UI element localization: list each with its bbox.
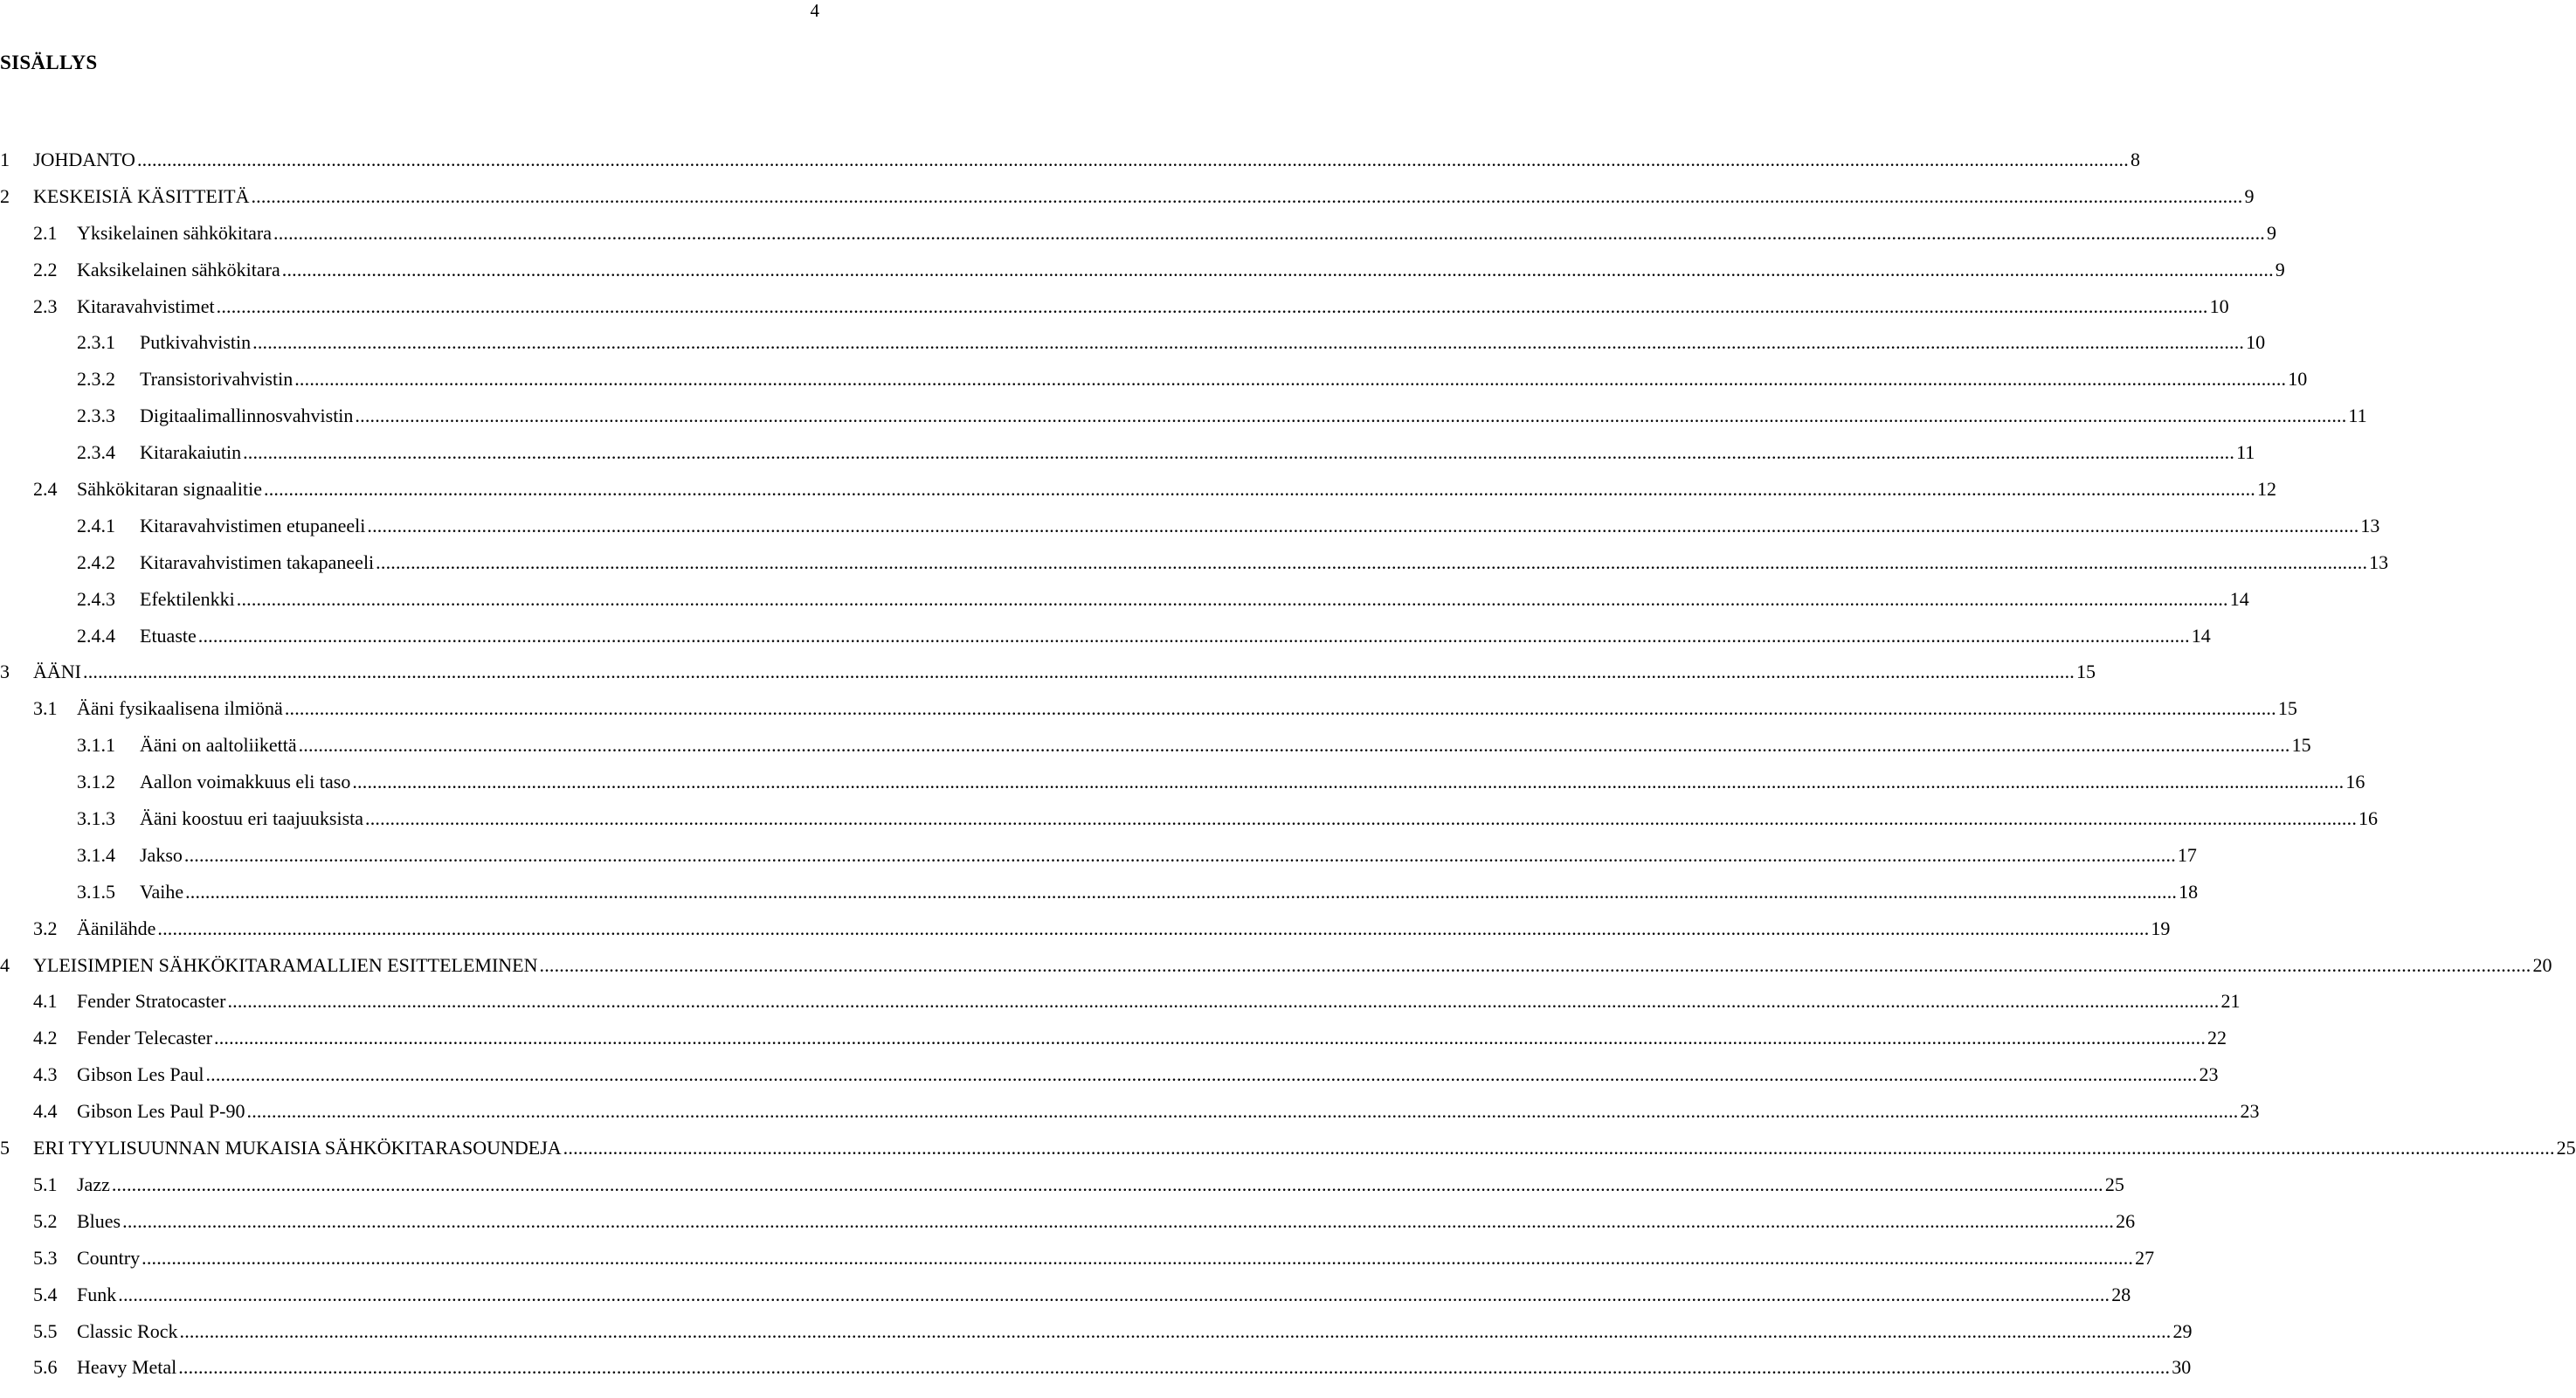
toc-entry-label: Heavy Metal — [77, 1356, 177, 1379]
toc-entry-label: Transistorivahvistin — [140, 368, 294, 391]
toc-entry-number: 5 — [0, 1137, 10, 1159]
dot-leader: ................................................................................................................................................................................................................................................................................................................................................................................................................ — [118, 1283, 2110, 1305]
toc-entry-page: 10 — [2246, 331, 2266, 354]
dot-leader: ................................................................................................................................................................................................................................................................................................................................................................................................................ — [252, 331, 2245, 354]
toc-entry-page: 13 — [2360, 514, 2380, 536]
toc-entry[interactable] — [0, 217, 2276, 253]
dot-leader: ................................................................................................................................................................................................................................................................................................................................................................................................................ — [179, 1319, 2172, 1342]
toc-entry-page: 28 — [2111, 1283, 2131, 1305]
toc-entry[interactable] — [0, 1058, 2219, 1095]
toc-entry[interactable] — [0, 1021, 2227, 1058]
toc-entry[interactable] — [0, 473, 2276, 509]
toc-entry-label: Ääni koostuu eri taajuuksista — [140, 807, 364, 830]
dot-leader: ................................................................................................................................................................................................................................................................................................................................................................................................................ — [122, 1209, 2115, 1232]
toc-entry-number: 2.3.2 — [77, 368, 115, 391]
toc-entry-number: 2.4.3 — [77, 587, 115, 610]
toc-entry-label: Kitarakaiutin — [140, 441, 242, 464]
toc-entry-page: 8 — [2130, 149, 2140, 170]
toc-entry-label: ERI TYYLISUUNNAN MUKAISIA SÄHKÖKITARASOUNDEJA — [33, 1137, 562, 1159]
toc-entry-page: 9 — [2267, 221, 2276, 244]
toc-entry-number: 4 — [0, 953, 10, 976]
toc-title: SISÄLLYS — [0, 52, 98, 73]
toc-entry-page: 16 — [2358, 807, 2379, 830]
toc-entry-page: 14 — [2191, 624, 2211, 647]
toc-entry-label: Ääni fysikaalisena ilmiönä — [77, 697, 283, 720]
dot-leader: ................................................................................................................................................................................................................................................................................................................................................................................................................ — [294, 368, 2287, 391]
toc-entry-number: 3.1.3 — [77, 807, 115, 830]
toc-entry-page: 27 — [2135, 1246, 2155, 1269]
toc-entry-page: 26 — [2116, 1209, 2136, 1232]
toc-entry-number: 2.1 — [33, 221, 58, 244]
toc-entry-number: 4.1 — [33, 990, 58, 1013]
toc-entry-page: 13 — [2369, 550, 2389, 573]
toc-entry-number: 5.1 — [33, 1173, 58, 1195]
toc-entry-number: 2.4.2 — [77, 550, 115, 573]
toc-entry-page: 18 — [2179, 880, 2199, 903]
table-of-contents — [0, 143, 2576, 1388]
toc-entry-page: 23 — [2240, 1100, 2260, 1123]
toc-entry-page: 16 — [2345, 771, 2365, 793]
toc-entry-page: 22 — [2207, 1027, 2227, 1049]
dot-leader: ................................................................................................................................................................................................................................................................................................................................................................................................................ — [205, 1063, 2198, 1086]
toc-entry-label: Äänilähde — [77, 917, 156, 939]
toc-entry-label: Gibson Les Paul — [77, 1063, 204, 1086]
toc-entry[interactable] — [0, 1242, 2155, 1278]
toc-entry[interactable] — [0, 290, 2229, 327]
toc-entry-number: 3.1.2 — [77, 771, 115, 793]
toc-entry-page: 21 — [2220, 990, 2241, 1013]
toc-entry-label: Kitaravahvistimen etupaneeli — [140, 514, 366, 536]
toc-entry-number: 1 — [0, 149, 10, 170]
toc-entry-number: 3.1 — [33, 697, 58, 720]
toc-entry-number: 2 — [0, 184, 10, 207]
toc-entry[interactable] — [0, 912, 2171, 949]
toc-entry-label: KESKEISIÄ KÄSITTEITÄ — [33, 184, 250, 207]
toc-entry-number: 4.2 — [33, 1027, 58, 1049]
dot-leader: ................................................................................................................................................................................................................................................................................................................................................................................................................ — [352, 771, 2345, 793]
toc-entry-label: Country — [77, 1246, 141, 1269]
dot-leader: ................................................................................................................................................................................................................................................................................................................................................................................................................ — [539, 953, 2531, 976]
dot-leader: ................................................................................................................................................................................................................................................................................................................................................................................................................ — [563, 1137, 2555, 1159]
dot-leader: ................................................................................................................................................................................................................................................................................................................................................................................................................ — [197, 624, 2190, 647]
toc-entry[interactable] — [0, 1205, 2136, 1242]
toc-entry-number: 2.3.4 — [77, 441, 115, 464]
toc-entry-label: Kitaravahvistimen takapaneeli — [140, 550, 375, 573]
toc-entry-label: Vaihe — [140, 880, 184, 903]
dot-leader: ................................................................................................................................................................................................................................................................................................................................................................................................................ — [367, 514, 2359, 536]
toc-entry[interactable] — [0, 143, 2140, 180]
toc-entry[interactable] — [0, 729, 2311, 765]
toc-entry-number: 5.3 — [33, 1246, 58, 1269]
toc-entry[interactable] — [0, 839, 2197, 875]
page-number: 4 — [810, 0, 819, 21]
toc-entry[interactable] — [0, 1095, 2260, 1132]
toc-entry-label: Blues — [77, 1209, 121, 1232]
dot-leader: ................................................................................................................................................................................................................................................................................................................................................................................................................ — [236, 587, 2228, 610]
toc-entry[interactable] — [0, 765, 2365, 802]
dot-leader: ................................................................................................................................................................................................................................................................................................................................................................................................................ — [355, 405, 2347, 427]
toc-entry-page: 29 — [2172, 1319, 2193, 1342]
toc-entry-number: 3.1.4 — [77, 843, 115, 866]
toc-entry[interactable] — [0, 583, 2249, 619]
toc-entry-number: 3 — [0, 661, 10, 683]
toc-entry-label: Sähkökitaran signaalitie — [77, 478, 262, 501]
toc-entry-label: Aallon voimakkuus eli taso — [140, 771, 351, 793]
toc-entry-label: Yksikelainen sähkökitara — [77, 221, 272, 244]
toc-entry-page: 9 — [2244, 184, 2255, 207]
toc-entry-label: Funk — [77, 1283, 117, 1305]
toc-entry[interactable] — [0, 1132, 2576, 1168]
dot-leader: ................................................................................................................................................................................................................................................................................................................................................................................................................ — [246, 1100, 2239, 1123]
dot-leader: ................................................................................................................................................................................................................................................................................................................................................................................................................ — [111, 1173, 2103, 1195]
dot-leader: ................................................................................................................................................................................................................................................................................................................................................................................................................ — [264, 478, 2255, 501]
toc-entry-label: Putkivahvistin — [140, 331, 252, 354]
dot-leader: ................................................................................................................................................................................................................................................................................................................................................................................................................ — [298, 734, 2290, 757]
toc-entry-page: 20 — [2532, 953, 2552, 976]
toc-entry-number: 2.4.4 — [77, 624, 115, 647]
toc-entry-page: 15 — [2291, 734, 2311, 757]
toc-entry-page: 15 — [2277, 697, 2297, 720]
toc-entry[interactable] — [0, 180, 2255, 217]
toc-entry-page: 11 — [2348, 405, 2367, 427]
dot-leader: ................................................................................................................................................................................................................................................................................................................................................................................................................ — [376, 550, 2368, 573]
toc-entry-label: Ääni on aaltoliikettä — [140, 734, 297, 757]
toc-entry-number: 2.4.1 — [77, 514, 115, 536]
toc-entry-label: Gibson Les Paul P-90 — [77, 1100, 245, 1123]
toc-entry-label: JOHDANTO — [33, 149, 135, 170]
dot-leader: ................................................................................................................................................................................................................................................................................................................................................................................................................ — [227, 990, 2220, 1013]
toc-entry-page: 10 — [2209, 294, 2229, 317]
toc-entry-label: YLEISIMPIEN SÄHKÖKITARAMALLIEN ESITTELEMINEN — [33, 953, 538, 976]
toc-entry[interactable] — [0, 655, 2096, 692]
dot-leader: ................................................................................................................................................................................................................................................................................................................................................................................................................ — [83, 661, 2075, 683]
toc-entry[interactable] — [0, 1278, 2131, 1315]
toc-entry[interactable] — [0, 692, 2297, 729]
toc-entry[interactable] — [0, 1315, 2193, 1352]
toc-entry[interactable] — [0, 875, 2199, 912]
dot-leader: ................................................................................................................................................................................................................................................................................................................................................................................................................ — [365, 807, 2358, 830]
toc-entry[interactable] — [0, 399, 2367, 436]
toc-entry-label: Efektilenkki — [140, 587, 235, 610]
toc-entry[interactable] — [0, 985, 2241, 1021]
toc-entry-page: 11 — [2236, 441, 2255, 464]
toc-entry[interactable] — [0, 1351, 2192, 1388]
toc-entry-page: 9 — [2275, 258, 2285, 280]
toc-entry[interactable] — [0, 1168, 2124, 1205]
dot-leader: ................................................................................................................................................................................................................................................................................................................................................................................................................ — [281, 258, 2274, 280]
toc-entry-page: 14 — [2229, 587, 2249, 610]
toc-entry-number: 5.6 — [33, 1356, 58, 1379]
toc-entry[interactable] — [0, 802, 2379, 839]
toc-entry-page: 25 — [2104, 1173, 2124, 1195]
dot-leader: ................................................................................................................................................................................................................................................................................................................................................................................................................ — [273, 221, 2265, 244]
toc-entry-label: Fender Stratocaster — [77, 990, 226, 1013]
toc-entry-number: 2.3 — [33, 294, 58, 317]
toc-entry-number: 5.2 — [33, 1209, 58, 1232]
toc-entry-label: Fender Telecaster — [77, 1027, 213, 1049]
toc-entry-page: 19 — [2151, 917, 2171, 939]
dot-leader: ................................................................................................................................................................................................................................................................................................................................................................................................................ — [251, 184, 2243, 207]
toc-entry-number: 2.2 — [33, 258, 58, 280]
toc-entry-page: 17 — [2177, 843, 2197, 866]
toc-entry-label: Etuaste — [140, 624, 197, 647]
dot-leader: ................................................................................................................................................................................................................................................................................................................................................................................................................ — [243, 441, 2235, 464]
toc-entry[interactable] — [0, 326, 2266, 363]
toc-entry-page: 15 — [2076, 661, 2096, 683]
toc-entry-page: 30 — [2172, 1356, 2192, 1379]
dot-leader: ................................................................................................................................................................................................................................................................................................................................................................................................................ — [142, 1246, 2134, 1269]
toc-entry[interactable] — [0, 619, 2211, 656]
dot-leader: ................................................................................................................................................................................................................................................................................................................................................................................................................ — [157, 917, 2150, 939]
toc-entry-number: 3.1.5 — [77, 880, 115, 903]
toc-entry[interactable] — [0, 949, 2552, 986]
dot-leader: ................................................................................................................................................................................................................................................................................................................................................................................................................ — [183, 843, 2176, 866]
toc-entry-number: 4.4 — [33, 1100, 58, 1123]
dot-leader: ................................................................................................................................................................................................................................................................................................................................................................................................................ — [185, 880, 2178, 903]
toc-entry-label: Jakso — [140, 843, 183, 866]
toc-entry-page: 12 — [2257, 478, 2276, 501]
toc-entry[interactable] — [0, 253, 2285, 290]
toc-entry-number: 5.5 — [33, 1319, 58, 1342]
toc-entry[interactable] — [0, 436, 2255, 473]
toc-entry-number: 5.4 — [33, 1283, 58, 1305]
toc-entry[interactable] — [0, 546, 2389, 583]
dot-leader: ................................................................................................................................................................................................................................................................................................................................................................................................................ — [136, 149, 2129, 170]
toc-entry[interactable] — [0, 509, 2380, 546]
toc-entry-label: Classic Rock — [77, 1319, 178, 1342]
toc-entry-number: 2.3.3 — [77, 405, 115, 427]
toc-entry-number: 3.2 — [33, 917, 58, 939]
dot-leader: ................................................................................................................................................................................................................................................................................................................................................................................................................ — [216, 294, 2208, 317]
dot-leader: ................................................................................................................................................................................................................................................................................................................................................................................................................ — [214, 1027, 2207, 1049]
toc-entry-number: 4.3 — [33, 1063, 58, 1086]
toc-entry-number: 2.4 — [33, 478, 58, 501]
toc-entry-page: 25 — [2556, 1137, 2576, 1159]
toc-entry-page: 10 — [2288, 368, 2308, 391]
toc-entry-number: 3.1.1 — [77, 734, 115, 757]
dot-leader: ................................................................................................................................................................................................................................................................................................................................................................................................................ — [284, 697, 2276, 720]
toc-entry-label: Kitaravahvistimet — [77, 294, 215, 317]
toc-entry-label: Kaksikelainen sähkökitara — [77, 258, 280, 280]
toc-entry-label: ÄÄNI — [33, 661, 81, 683]
toc-entry-label: Jazz — [77, 1173, 110, 1195]
toc-entry-page: 23 — [2199, 1063, 2219, 1086]
dot-leader: ................................................................................................................................................................................................................................................................................................................................................................................................................ — [178, 1356, 2171, 1379]
toc-entry-label: Digitaalimallinnosvahvistin — [140, 405, 354, 427]
toc-entry-number: 2.3.1 — [77, 331, 115, 354]
toc-entry[interactable] — [0, 363, 2308, 399]
